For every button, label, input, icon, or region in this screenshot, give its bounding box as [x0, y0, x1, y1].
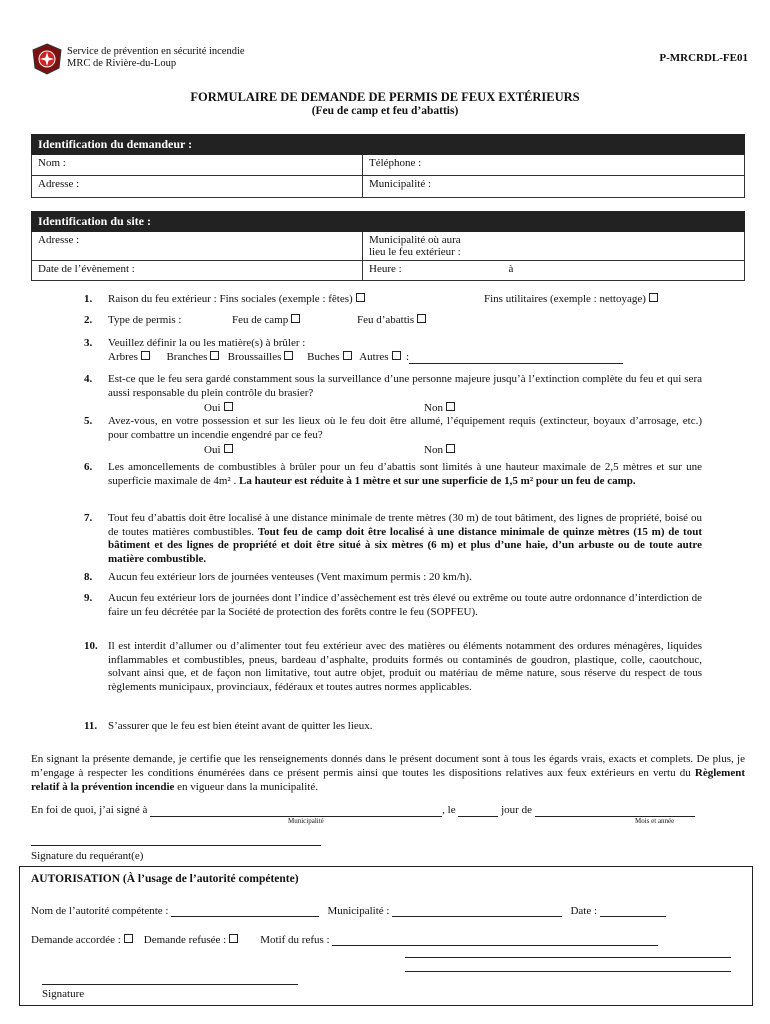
item-number: 6. [84, 461, 93, 473]
trees-checkbox[interactable] [141, 351, 150, 360]
site-municipality-label-2: lieu le feu extérieur : [369, 246, 461, 258]
header-service [67, 46, 245, 70]
item-number: 9. [84, 592, 93, 604]
brush-label: Broussailles [227, 350, 282, 363]
phone-field[interactable]: Téléphone : [363, 155, 745, 176]
refusal-reason-field[interactable] [332, 935, 658, 946]
branches-label: Branches [166, 350, 208, 363]
address-field[interactable]: Adresse : [32, 176, 363, 198]
authority-date-label: Date : [570, 905, 598, 917]
municipality-field[interactable]: Municipalité : [363, 176, 745, 198]
brush-checkbox[interactable] [284, 351, 293, 360]
service-name: Service de prévention en sécurité incendie [67, 46, 245, 57]
time-label: Heure : [369, 263, 402, 275]
signed-at-label: En foi de quoi, j’ai signé à [31, 804, 148, 816]
granted-label: Demande accordée : [31, 934, 121, 946]
camp-fire-label: Feu de camp [232, 314, 289, 326]
other-label: Autres [359, 350, 389, 363]
item-number: 8. [84, 571, 93, 583]
form-title: FORMULAIRE DE DEMANDE DE PERMIS DE FEUX EXTÉRIEURS [190, 90, 580, 104]
declaration-paragraph [31, 752, 745, 794]
item-text: Est-ce que le feu sera gardé constamment sous la surveillance d’une personne majeure jusqu’à l’extinction complète du feu et qui sera aussi responsable du plein contrôle du brasier? [108, 373, 702, 399]
materials-label: Veuillez définir la ou les matière(s) à brûler : [108, 337, 306, 349]
reason-social-label: Raison du feu extérieur : Fins sociales (exemple : fêtes) [108, 293, 353, 305]
item-text-bold: Tout feu de camp doit être localisé à une distance minimale de quinze mètres (15 m) de tout bâtiment et des lignes de propriété et doit être situé à six mètres (6 m) et plus d’une haie, d’un arbuste ou de toute autre matière combustible. [108, 525, 702, 565]
site-municipality-field[interactable] [363, 232, 745, 261]
item-text: Tout feu d’abattis doit être localisé à une distance minimale de trente mètres (30 m) de tout bâtiment, des lignes de propriété, boisé ou de toutes matières combustibles. [108, 512, 702, 538]
other-colon: : [406, 350, 410, 363]
item-number: 1. [84, 293, 93, 305]
authority-date-field[interactable] [600, 906, 666, 917]
date-separator: , le [442, 804, 456, 816]
name-field[interactable]: Nom : [32, 155, 363, 176]
applicant-signature-line[interactable] [31, 845, 321, 846]
refused-label: Demande refusée : [143, 934, 227, 946]
slash-fire-checkbox[interactable] [417, 314, 426, 323]
authority-municipality-label: Municipalité : [327, 905, 390, 917]
event-date-field[interactable]: Date de l’évènement : [32, 261, 363, 281]
authority-signature-label: Signature [42, 988, 85, 1000]
authority-name-label: Nom de l’autorité compétente : [31, 905, 169, 917]
item-text: Avez-vous, en votre possession et sur les lieux où le feu doit être allumé, l’équipement requis (extincteur, boyaux d’arrosage, etc.) pour combattre un incendie engendré par ce feu? [108, 415, 702, 441]
regulation-name: Règlement relatif à la prévention incendie [31, 767, 745, 793]
time-to-label: à [508, 263, 514, 275]
item-text: Aucun feu extérieur lors de journées dont l’indice d’assèchement est très élevé ou extrême ou toute autre ordonnance d’interdiction de faire un feu décrétée par la Société de protection des forêts contre le feu (SOPFEU). [108, 592, 702, 618]
site-municipality-label-1: Municipalité où aura [369, 234, 461, 246]
item-number: 4. [84, 373, 93, 385]
site-address-field[interactable]: Adresse : [32, 232, 363, 261]
item-number: 3. [84, 337, 93, 349]
slash-fire-label: Feu d’abattis [357, 314, 415, 326]
fire-department-logo [30, 42, 64, 76]
form-subtitle: (Feu de camp et feu d’abattis) [311, 105, 459, 117]
item-text-bold: La hauteur est réduite à 1 mètre et sur une superficie de 1,5 m² pour un feu de camp. [238, 474, 636, 487]
social-checkbox[interactable] [356, 293, 365, 302]
day-of-label: jour de [501, 804, 532, 816]
applicant-heading: Identification du demandeur : [32, 135, 745, 155]
authority-signature-line[interactable] [42, 984, 298, 985]
item-text: S’assurer que le feu est bien éteint avant de quitter les lieux. [108, 720, 373, 732]
applicant-table [31, 134, 745, 198]
event-time-field[interactable] [363, 261, 745, 281]
municipality-hint: Municipalité [288, 817, 324, 825]
yes-label: Oui [204, 402, 221, 414]
declaration-text: En signant la présente demande, je certifie que les renseignements donnés dans le présent document sont à tous les égards vrais, exacts et complets. De plus, je m’engage à respecter les conditions énumérées dans ce présent permis ainsi que toutes les dispositions relatives aux feux extérieurs en vertu du [31, 753, 745, 779]
permit-type-label: Type de permis : [108, 314, 182, 326]
refusal-reason-line-3[interactable] [405, 971, 731, 972]
refusal-reason-line-2[interactable] [405, 957, 731, 958]
site-heading: Identification du site : [32, 212, 745, 232]
signed-municipality-field[interactable] [150, 806, 442, 817]
applicant-signature-label: Signature du requérant(e) [31, 850, 144, 862]
no-label: Non [424, 402, 443, 414]
trees-label: Arbres [108, 350, 138, 363]
form-code: P-MRCRDL-FE01 [659, 52, 748, 64]
authority-name-field[interactable] [171, 906, 319, 917]
camp-fire-checkbox[interactable] [291, 314, 300, 323]
site-table [31, 211, 745, 281]
item-text: Aucun feu extérieur lors de journées venteuses (Vent maximum permis : 20 km/h). [108, 571, 472, 583]
authorization-heading: AUTORISATION (À l’usage de l’autorité compétente) [31, 873, 299, 885]
supervision-no-checkbox[interactable] [446, 402, 455, 411]
month-year-field[interactable] [535, 806, 695, 817]
other-checkbox[interactable] [392, 351, 401, 360]
other-materials-field[interactable] [409, 353, 623, 364]
logs-checkbox[interactable] [343, 351, 352, 360]
item-number: 11. [84, 720, 98, 732]
item-number: 5. [84, 415, 93, 427]
item-text: Il est interdit d’allumer ou d’alimenter tout feu extérieur avec des matières ou éléments notamment des ordures ménagères, liquides inflammables et combustibles, pneus, bardeau d’asphalte, produits formés ou contaminés de goudron, plastique, colle, caoutchouc, solvant ainsi que, et de façon non limitative, tout autre objet, produit ou matériau de même nature, sous réserve du respect de tous règlements municipaux, provinciaux, fédéraux et toutes autres normes applicables. [108, 640, 702, 693]
item-number: 2. [84, 314, 93, 326]
utility-checkbox[interactable] [649, 293, 658, 302]
authorization-box [19, 866, 753, 1006]
item-number: 7. [84, 512, 93, 524]
signed-at-line [31, 803, 745, 817]
branches-checkbox[interactable] [210, 351, 219, 360]
month-year-hint: Mois et année [635, 817, 675, 825]
reason-utility-label: Fins utilitaires (exemple : nettoyage) [484, 293, 646, 305]
granted-checkbox[interactable] [124, 934, 133, 943]
authority-municipality-field[interactable] [392, 906, 562, 917]
equipment-yes-checkbox[interactable] [224, 444, 233, 453]
equipment-no-checkbox[interactable] [446, 444, 455, 453]
refused-checkbox[interactable] [229, 934, 238, 943]
item-text: Les amoncellements de combustibles à brûler pour un feu d’abattis sont limités à une hauteur maximale de 2,5 mètres et sur une superficie maximale de 4m² . [108, 461, 702, 487]
no-label: Non [424, 444, 443, 456]
day-field[interactable] [458, 806, 498, 817]
item-number: 10. [84, 640, 98, 652]
mrc-name: MRC de Rivière-du-Loup [67, 58, 177, 69]
refusal-reason-label: Motif du refus : [260, 934, 330, 946]
logs-label: Buches [307, 350, 340, 363]
declaration-text-end: en vigueur dans la municipalité. [174, 781, 318, 793]
supervision-yes-checkbox[interactable] [224, 402, 233, 411]
yes-label: Oui [204, 444, 221, 456]
